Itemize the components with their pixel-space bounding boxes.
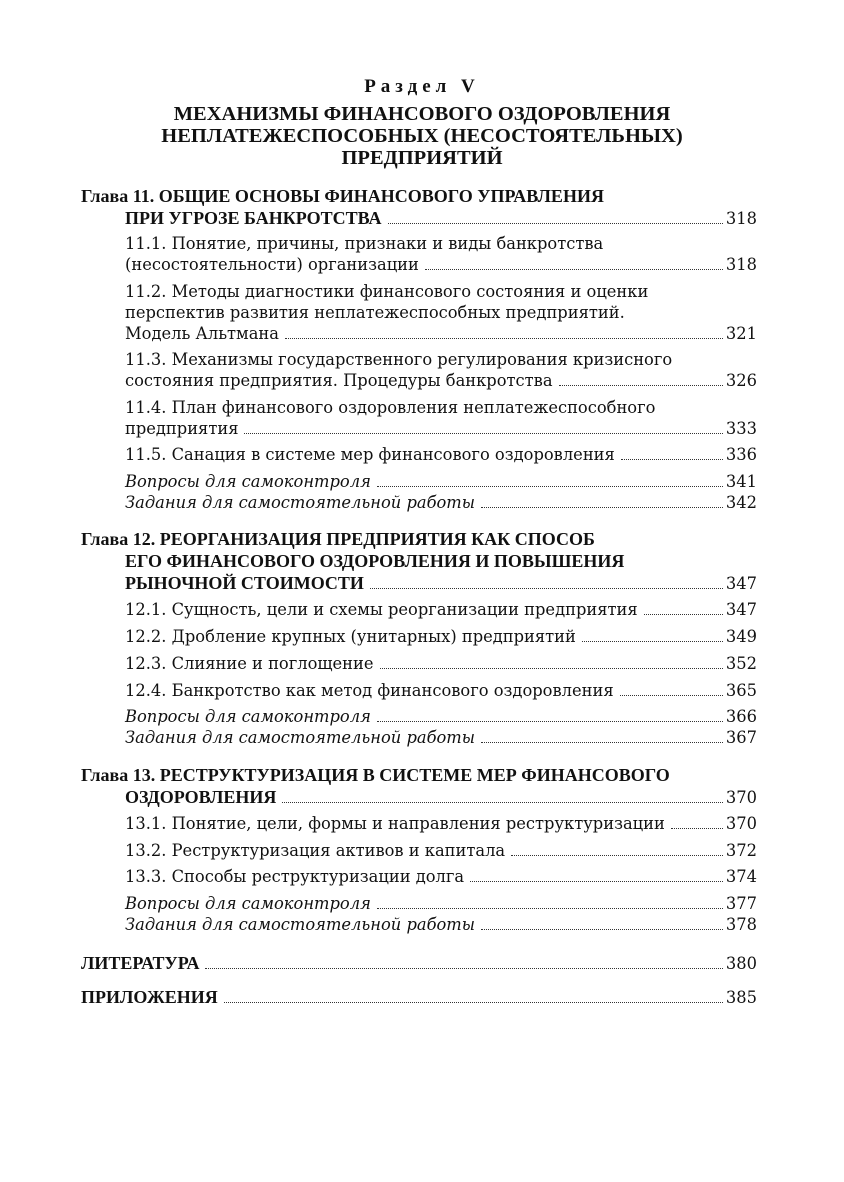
- page-number: 318: [725, 255, 757, 274]
- toc-entry-12-4[interactable]: [125, 680, 757, 701]
- dot-leader: [425, 269, 723, 270]
- dot-leader: [377, 908, 723, 909]
- entry-text: состояния предприятия. Процедуры банкротства: [125, 371, 553, 390]
- dot-leader: [582, 641, 723, 642]
- page-number: 318: [725, 209, 757, 228]
- chapter-title-line: Глава 11. ОБЩИЕ ОСНОВЫ ФИНАНСОВОГО УПРАВЛЕНИЯ: [81, 186, 604, 206]
- part-label: Раздел V: [364, 76, 480, 97]
- toc-entry-13-3[interactable]: [125, 866, 757, 887]
- chapter-11-heading[interactable]: [81, 185, 757, 230]
- page-number: 349: [725, 627, 757, 646]
- toc-entry-self-check-questions[interactable]: [125, 706, 757, 727]
- chapter-12-heading[interactable]: [81, 528, 757, 595]
- toc-entry-11-1[interactable]: [125, 233, 757, 275]
- page-number: 326: [725, 371, 757, 390]
- entry-text: 13.1. Понятие, цели, формы и направления реструктуризации: [125, 814, 665, 833]
- toc-entry-12-1[interactable]: [125, 599, 757, 620]
- toc-entry-11-4[interactable]: [125, 397, 757, 439]
- toc-entry-11-5[interactable]: [125, 444, 757, 465]
- entry-text: Задания для самостоятельной работы: [125, 915, 476, 934]
- toc-entry-independent-work[interactable]: [125, 492, 757, 513]
- entry-text: Задания для самостоятельной работы: [125, 728, 476, 747]
- dot-leader: [224, 1002, 723, 1003]
- page-number: 366: [725, 707, 757, 726]
- dot-leader: [481, 929, 723, 930]
- dot-leader: [285, 338, 723, 339]
- page-number: 372: [725, 841, 757, 860]
- entry-text: 11.5. Санация в системе мер финансового оздоровления: [125, 445, 615, 464]
- dot-leader: [559, 385, 723, 386]
- dot-leader: [470, 881, 723, 882]
- dot-leader: [282, 802, 723, 803]
- entry-text: 11.1. Понятие, причины, признаки и виды банкротства: [125, 234, 604, 253]
- dot-leader: [481, 742, 723, 743]
- page-number: 336: [725, 445, 757, 464]
- entry-text: ПРИЛОЖЕНИЯ: [81, 987, 218, 1007]
- entry-text: 11.2. Методы диагностики финансового состояния и оценки: [125, 282, 649, 301]
- entry-text: 13.3. Способы реструктуризации долга: [125, 867, 465, 886]
- toc-entry-appendices[interactable]: [81, 986, 757, 1009]
- entry-text: 11.4. План финансового оздоровления неплатежеспособного: [125, 398, 656, 417]
- toc-entry-11-3[interactable]: [125, 349, 757, 391]
- page-number: 352: [725, 654, 757, 673]
- dot-leader: [244, 433, 722, 434]
- toc-entry-self-check-questions[interactable]: [125, 471, 757, 492]
- page-number: 365: [725, 681, 757, 700]
- toc-entry-12-2[interactable]: [125, 626, 757, 647]
- part-title: [0, 103, 844, 169]
- entry-text: (несостоятельности) организации: [125, 255, 419, 274]
- toc-entry-13-2[interactable]: [125, 840, 757, 861]
- page-number: 374: [725, 867, 757, 886]
- entry-text: Вопросы для самоконтроля: [125, 894, 371, 913]
- page-number: 347: [725, 600, 757, 619]
- chapter-title-line: ОЗДОРОВЛЕНИЯ: [125, 787, 277, 807]
- dot-leader: [671, 828, 723, 829]
- entry-text: предприятия: [125, 419, 239, 438]
- part-title-line: ПРЕДПРИЯТИЙ: [341, 147, 503, 169]
- toc-entry-11-2[interactable]: [125, 281, 757, 344]
- entry-text: 13.2. Реструктуризация активов и капитала: [125, 841, 506, 860]
- toc-entry-independent-work[interactable]: [125, 727, 757, 748]
- toc-entry-self-check-questions[interactable]: [125, 893, 757, 914]
- dot-leader: [621, 459, 723, 460]
- entry-text: перспектив развития неплатежеспособных предприятий.: [125, 303, 625, 322]
- dot-leader: [481, 507, 723, 508]
- chapter-13-heading[interactable]: [81, 764, 757, 809]
- dot-leader: [377, 486, 723, 487]
- entry-text: Вопросы для самоконтроля: [125, 472, 371, 491]
- page-number: 385: [725, 988, 757, 1007]
- page-number: 347: [725, 574, 757, 593]
- chapter-title-line: РЫНОЧНОЙ СТОИМОСТИ: [125, 573, 364, 593]
- page-number: 370: [725, 814, 757, 833]
- part-title-line: НЕПЛАТЕЖЕСПОСОБНЫХ (НЕСОСТОЯТЕЛЬНЫХ): [161, 125, 683, 147]
- dot-leader: [620, 695, 723, 696]
- toc-entry-literature[interactable]: [81, 952, 757, 975]
- page-number: 341: [725, 472, 757, 491]
- toc-entry-independent-work[interactable]: [125, 914, 757, 935]
- page-number: 367: [725, 728, 757, 747]
- chapter-title-line: ПРИ УГРОЗЕ БАНКРОТСТВА: [125, 208, 382, 228]
- page-number: 378: [725, 915, 757, 934]
- entry-text: Задания для самостоятельной работы: [125, 493, 476, 512]
- toc-entry-12-3[interactable]: [125, 653, 757, 674]
- entry-text: Модель Альтмана: [125, 324, 279, 343]
- dot-leader: [370, 588, 723, 589]
- page-number: 321: [725, 324, 757, 343]
- page-number: 380: [725, 954, 757, 973]
- chapter-title-line: ЕГО ФИНАНСОВОГО ОЗДОРОВЛЕНИЯ И ПОВЫШЕНИЯ: [125, 551, 625, 571]
- entry-text: 12.3. Слияние и поглощение: [125, 654, 374, 673]
- entry-text: 12.1. Сущность, цели и схемы реорганизации предприятия: [125, 600, 638, 619]
- toc-entry-13-1[interactable]: [125, 813, 757, 834]
- page-number: 342: [725, 493, 757, 512]
- page-number: 370: [725, 788, 757, 807]
- dot-leader: [205, 968, 722, 969]
- dot-leader: [388, 223, 723, 224]
- entry-text: 11.3. Механизмы государственного регулирования кризисного: [125, 350, 673, 369]
- dot-leader: [644, 614, 723, 615]
- page-number: 333: [725, 419, 757, 438]
- entry-text: Вопросы для самоконтроля: [125, 707, 371, 726]
- entry-text: 12.2. Дробление крупных (унитарных) предприятий: [125, 627, 576, 646]
- chapter-title-line: Глава 12. РЕОРГАНИЗАЦИЯ ПРЕДПРИЯТИЯ КАК СПОСОБ: [81, 529, 595, 549]
- dot-leader: [511, 855, 723, 856]
- entry-text: ЛИТЕРАТУРА: [81, 953, 200, 973]
- part-title-line: МЕХАНИЗМЫ ФИНАНСОВОГО ОЗДОРОВЛЕНИЯ: [173, 103, 671, 125]
- entry-text: 12.4. Банкротство как метод финансового оздоровления: [125, 681, 614, 700]
- dot-leader: [380, 668, 723, 669]
- dot-leader: [377, 721, 723, 722]
- page-number: 377: [725, 894, 757, 913]
- chapter-title-line: Глава 13. РЕСТРУКТУРИЗАЦИЯ В СИСТЕМЕ МЕР ФИНАНСОВОГО: [81, 765, 670, 785]
